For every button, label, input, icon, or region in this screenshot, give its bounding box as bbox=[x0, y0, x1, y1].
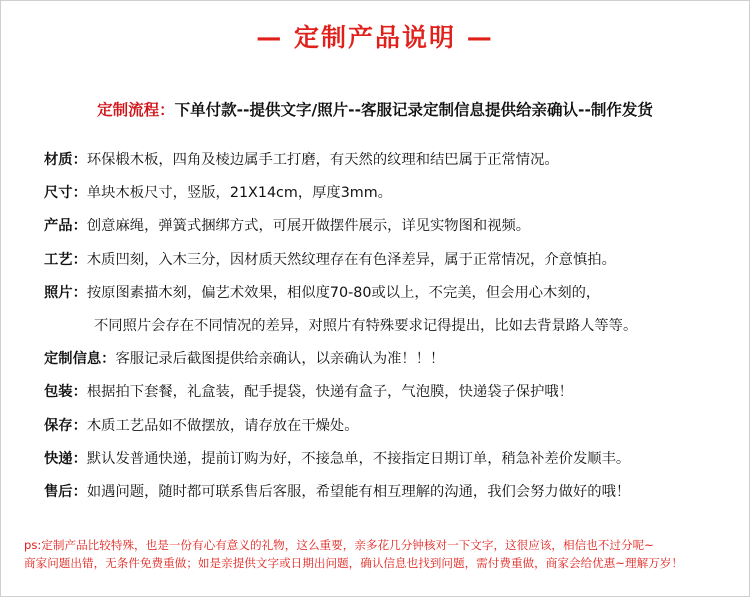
row-text: 按原图素描木刻，偏艺术效果，相似度70-80或以上，不完美，但会用心木刻的， bbox=[86, 284, 601, 301]
row-text: 木质凹刻，入木三分，因材质天然纹理存在有色泽差异，属于正常情况，介意慎拍。 bbox=[86, 251, 616, 268]
row-photo-continued bbox=[44, 314, 744, 347]
info-list bbox=[44, 148, 744, 513]
row-text: 木质工艺品如不做摆放，请存放在干燥处。 bbox=[86, 417, 359, 434]
page-title: — 定制产品说明 — bbox=[256, 23, 494, 52]
row-text: 客服记录后截图提供给亲确认，以亲确认为准！！！ bbox=[115, 351, 445, 368]
row-photo bbox=[44, 281, 744, 314]
row-material bbox=[44, 148, 744, 181]
row-packaging bbox=[44, 380, 744, 413]
row-text: 不同照片会存在不同情况的差异，对照片有特殊要求记得提出，比如去背景路人等等。 bbox=[94, 317, 638, 334]
row-label: 照片： bbox=[44, 284, 87, 301]
row-label: 材质： bbox=[44, 152, 87, 168]
row-custom-info bbox=[44, 347, 744, 380]
row-text: 单块木板尺寸，竖版，21X14cm，厚度3mm。 bbox=[86, 185, 392, 202]
ps-note bbox=[24, 536, 744, 572]
custom-flow bbox=[0, 98, 750, 120]
row-text: 如遇问题，随时都可联系售后客服，希望能有相互理解的沟通，我们会努力做好的哦！ bbox=[86, 483, 631, 500]
row-label: 包装： bbox=[44, 384, 87, 401]
ps-line-1: ps:定制产品比较特殊，也是一份有心有意义的礼物，这么重要，亲多花几分钟核对一下文字，这很应该，相信也不过分呢~ bbox=[24, 538, 654, 552]
row-label: 尺寸： bbox=[44, 185, 87, 202]
ps-line-2: 商家问题出错，无条件免费重做；如是亲提供文字或日期出问题，确认信息也找到问题，需付费重做，商家会给优惠~理解万岁！ bbox=[24, 556, 683, 570]
row-craft bbox=[44, 248, 744, 281]
row-text: 默认发普通快递，提前订购为好，不接急单，不接指定日期订单，稍急补差价发顺丰。 bbox=[86, 450, 631, 467]
row-text: 根据拍下套餐，礼盒装，配手提袋，快递有盒子，气泡膜，快递袋子保护哦！ bbox=[86, 384, 573, 401]
row-size bbox=[44, 181, 744, 214]
row-label: 售后： bbox=[44, 483, 87, 500]
flow-text: 下单付款--提供文字/照片--客服记录定制信息提供给亲确认--制作发货 bbox=[174, 101, 653, 119]
flow-label: 定制流程： bbox=[97, 101, 175, 119]
row-shipping bbox=[44, 447, 744, 480]
row-label: 定制信息： bbox=[44, 351, 116, 368]
row-storage bbox=[44, 414, 744, 447]
row-text: 创意麻绳，弹簧式捆绑方式，可展开做摆件展示，详见实物图和视频。 bbox=[86, 218, 531, 235]
row-label: 产品： bbox=[44, 218, 87, 235]
row-text: 环保椴木板，四角及棱边属手工打磨，有天然的纹理和结巴属于正常情况。 bbox=[86, 152, 559, 168]
row-product bbox=[44, 214, 744, 247]
row-after-sales bbox=[44, 480, 744, 513]
row-label: 快递： bbox=[44, 450, 87, 467]
row-label: 保存： bbox=[44, 417, 87, 434]
row-label: 工艺： bbox=[44, 251, 87, 268]
